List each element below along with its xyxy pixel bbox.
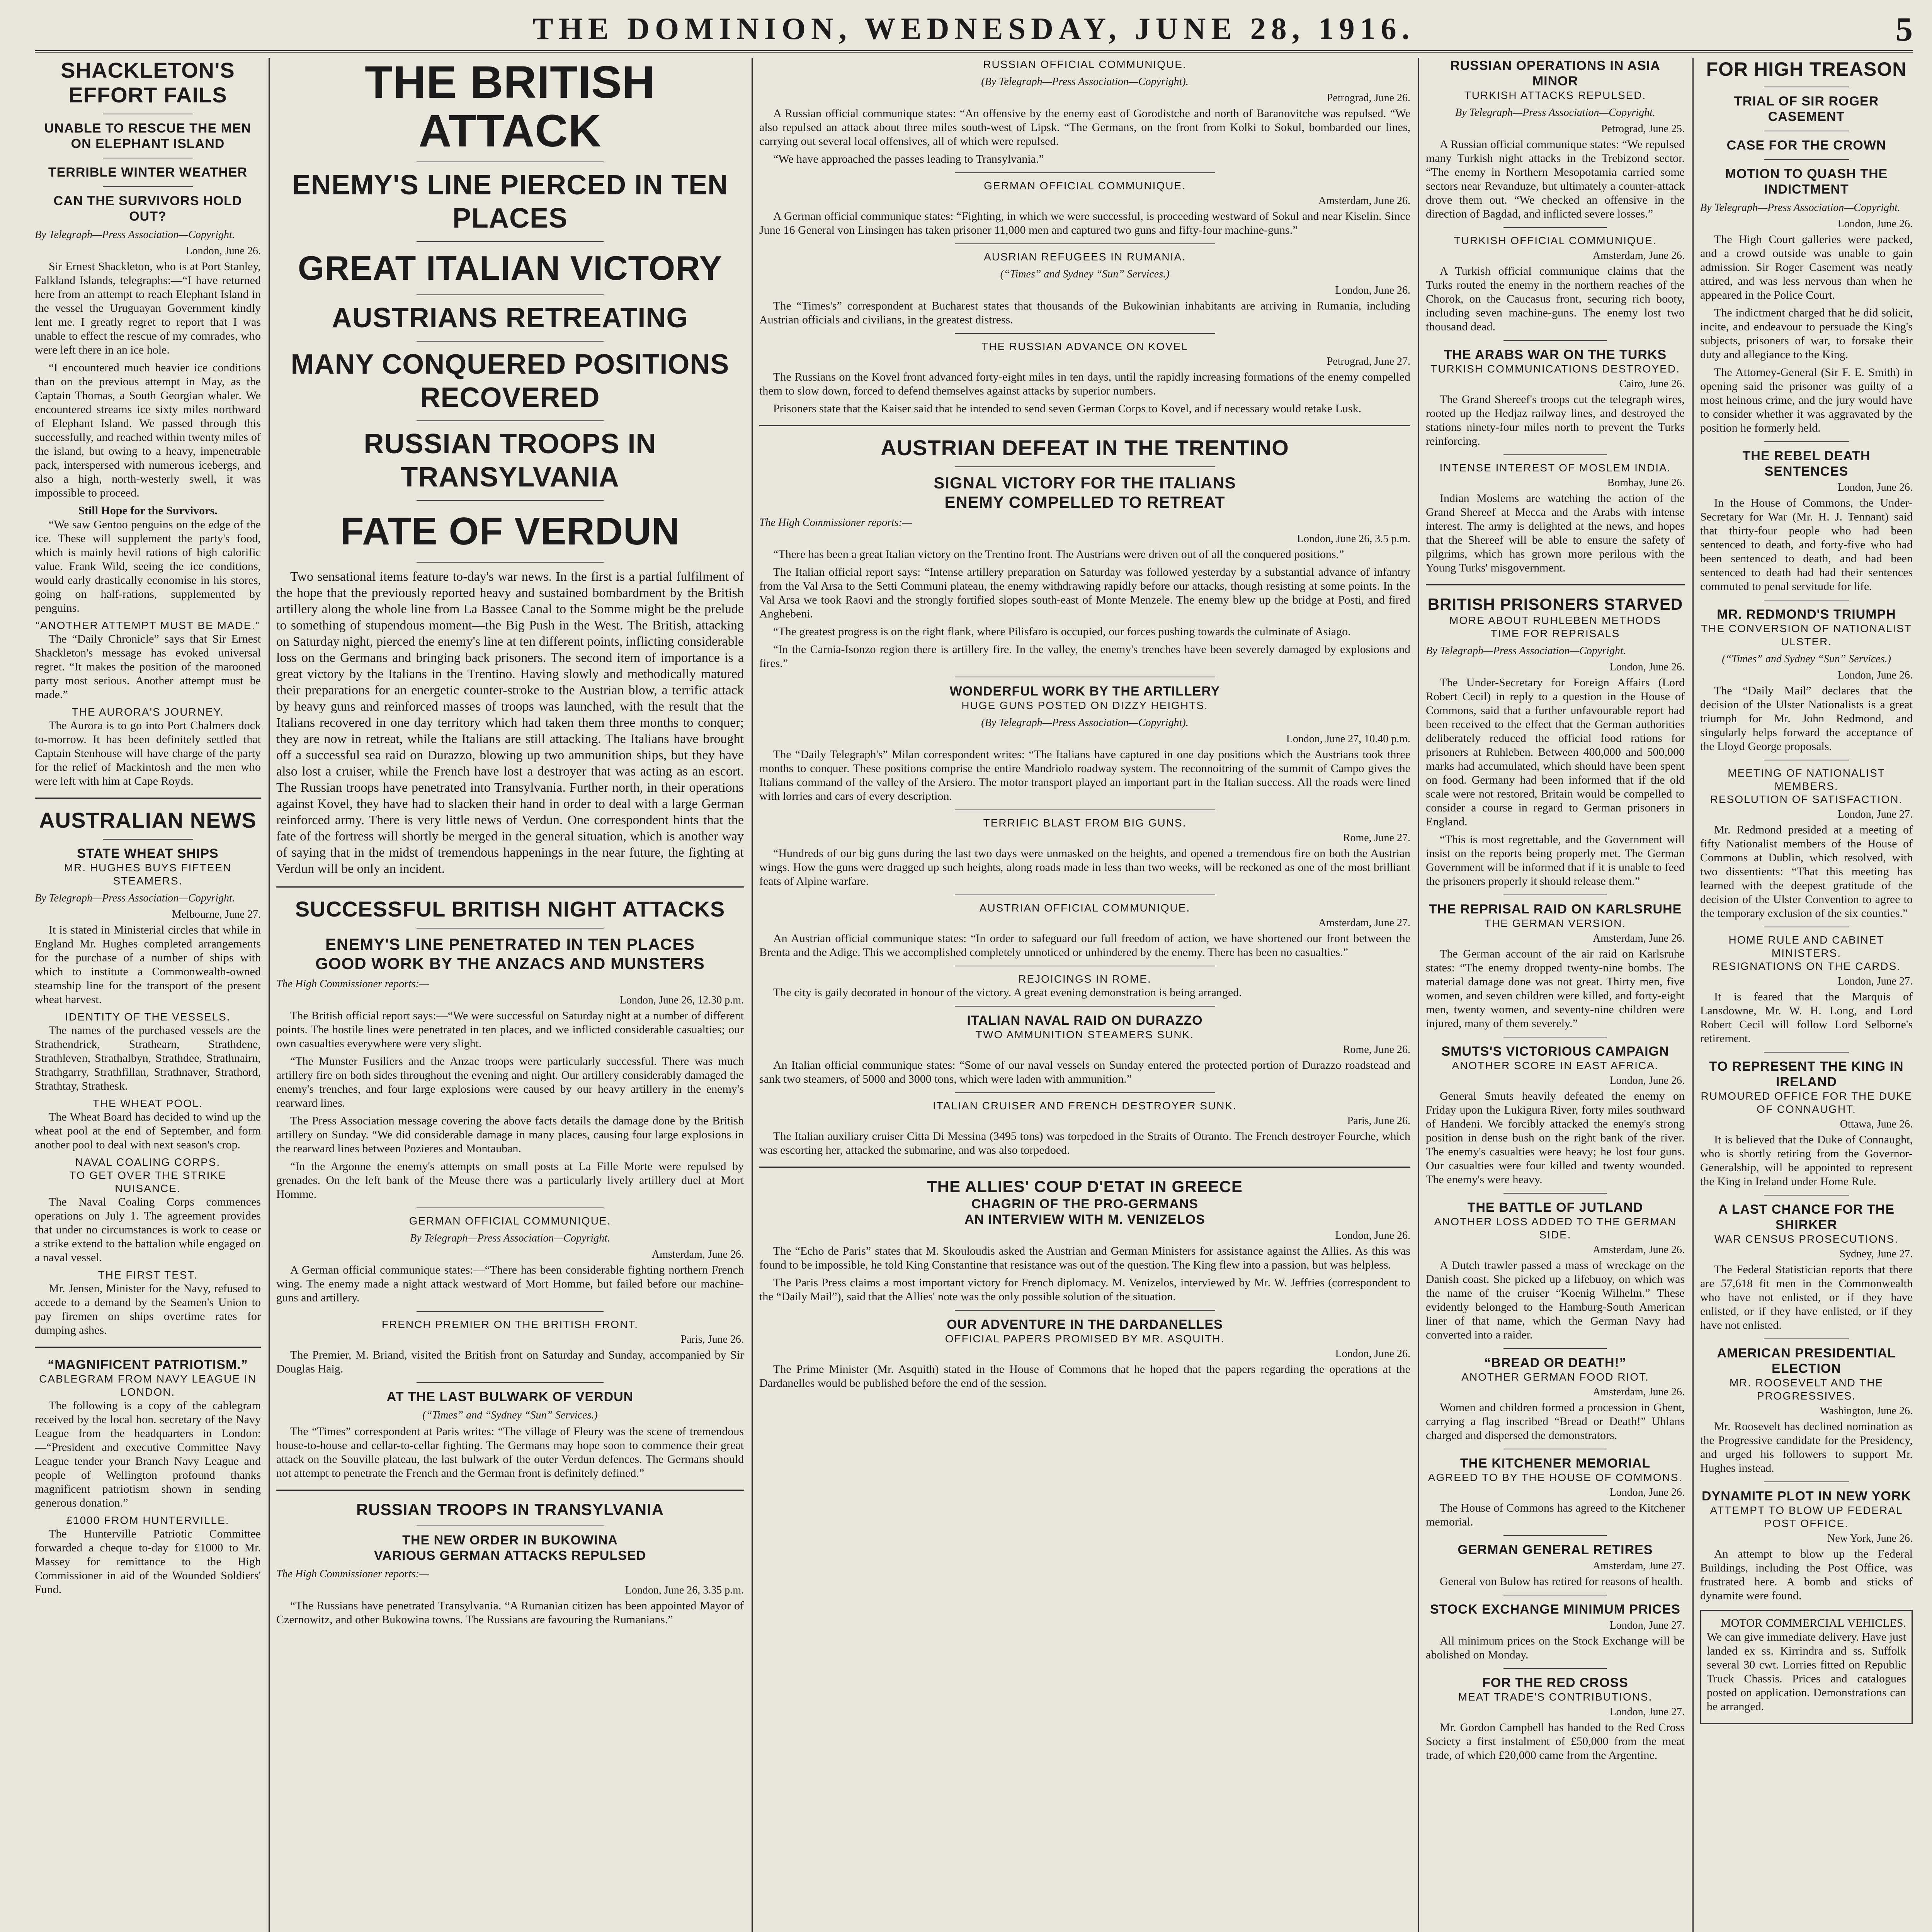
subheadline: AN INTERVIEW WITH M. VENIZELOS	[964, 1212, 1205, 1227]
subheadline: RUSSIAN TROOPS IN TRANSYLVANIA	[364, 429, 656, 493]
article-russian-communique	[759, 58, 1410, 166]
subheadline: RESIGNATIONS ON THE CARDS.	[1712, 960, 1901, 972]
headline: WONDERFUL WORK BY THE ARTILLERY	[949, 684, 1220, 699]
dateline: Washington, June 26.	[1820, 1405, 1913, 1417]
headline: GERMAN OFFICIAL COMMUNIQUE.	[984, 180, 1186, 192]
dateline: Amsterdam, June 26.	[1318, 195, 1410, 207]
paragraph: “The Munster Fusiliers and the Anzac troops were particularly successful. There was much artillery fire on both sides throughout the evening and night. Our artillery considerably damaged the enemy's trenches, and four large explosions were caused by our heavy artillery in the enemy's rearward lines.	[276, 1055, 744, 1109]
headline: INTENSE INTEREST OF MOSLEM INDIA.	[1439, 462, 1671, 474]
lead-paragraph: Two sensational items feature to-day's war news. In the first is a partial fulfilment of the hope that the previously reported heavy and sustained bombardment by the British artillery along the whole line from La Bassee Canal to the Somme might be the prelude to something of stupendous moment—the Big Push in the West. The British, attacking on Saturday night, pierced the enemy's line at ten different points, inflicting considerable loss on the Germans and bringing back prisoners. The second item of importance is a great victory by the Italians in the Trentino. Having slowly and methodically matured their preparations for an energetic counter-stroke to the Austrian blow, a terrific attack by heavy guns and reinforced masses of troops was launched, with the result that the Italians recovered in one day territory which had taken them three months to conquer; they are now in retreat, while the Italians are still attacking. The Italians have brought off a successful sea raid on Durazzo, blowing up two ammunition ships, but they have also lost a cruiser, while the French have lost a destroyer that was acting as an escort. The Russian troops have penetrated into Transylvania. Further north, in their operations against Kovel, they have had to slacken their hand in order to deal with a large German reinforced army. There is very little news of Verdun. One correspondent hints that the fate of the fortress will shortly be merged in the general situation, which is another way of saying that in the midst of tremendous happenings in the near future, the fighting at Verdun will be only an incident.	[276, 570, 744, 876]
paragraph: The High Court galleries were packed, and a crowd outside was unable to gain admission. Sir Roger Casement was neatly attired, and was less nervous than when he appeared in the Police Court.	[1700, 233, 1913, 301]
paragraph: The Aurora is to go into Port Chalmers dock to-morrow. It has been definitely settled that Captain Stenhouse will have charge of the party for the relief of Mackintosh and the men who were left with him at Cape Royds.	[35, 719, 261, 787]
headline: AUSTRIAN DEFEAT IN THE TRENTINO	[881, 435, 1289, 460]
subheadline: RESOLUTION OF SATISFACTION.	[1710, 793, 1903, 805]
article-american-election	[1700, 1345, 1913, 1475]
dateline: Petrograd, June 27.	[1327, 355, 1410, 367]
paragraph: Mr. Gordon Campbell has handed to the Red Cross Society a first instalment of £50,000 from the meat trade, of which £20,000 came from the Argentine.	[1426, 1721, 1685, 1762]
byline: By Telegraph—Press Association—Copyright.	[35, 892, 235, 904]
column-rule	[752, 58, 753, 1932]
source: The High Commissioner reports:—	[276, 978, 429, 990]
subheadline: THE AURORA'S JOURNEY.	[71, 706, 224, 718]
headline: REJOICINGS IN ROME.	[1018, 973, 1151, 985]
subheadline: GREAT ITALIAN VICTORY	[298, 249, 723, 287]
article-german-communique	[276, 1214, 744, 1305]
dateline: Petrograd, June 25.	[1601, 123, 1685, 135]
paragraph: “In the Carnia-Isonzo region there is artillery fire. In the valley, the enemy's trenches have been severely damaged by explosions and fires.”	[759, 643, 1410, 670]
headline: TERRIFIC BLAST FROM BIG GUNS.	[983, 817, 1187, 829]
headline: “MAGNIFICENT PATRIOTISM.”	[48, 1357, 248, 1372]
subheadline: CAN THE SURVIVORS HOLD OUT?	[53, 194, 242, 224]
dateline: Amsterdam, June 26.	[652, 1248, 744, 1260]
subheadline: RUMOURED OFFICE FOR THE DUKE OF CONNAUGHT.	[1701, 1090, 1912, 1115]
subheadline: MR. HUGHES BUYS FIFTEEN STEAMERS.	[64, 862, 232, 887]
article-nationalist-meeting	[1700, 767, 1913, 920]
subheadline: TERRIBLE WINTER WEATHER	[48, 165, 248, 180]
dateline: Melbourne, June 27.	[172, 908, 261, 920]
subheadline: ANOTHER GERMAN FOOD RIOT.	[1461, 1371, 1649, 1383]
paragraph: All minimum prices on the Stock Exchange will be abolished on Monday.	[1426, 1634, 1685, 1661]
dateline: London, June 26.	[1335, 1230, 1410, 1242]
advert-text: MOTOR COMMERCIAL VEHICLES. We can give immediate delivery. Have just landed ex ss. Kirrindra and ss. Suffolk several 30 cwt. Lorries fitted on Republic Truck Chassis. Prices and catalogues posted on application. Demonstrations can be arranged.	[1707, 1617, 1906, 1713]
article-high-treason	[1700, 58, 1913, 435]
column-rule	[269, 58, 270, 1932]
subheadline: IDENTITY OF THE VESSELS.	[65, 1011, 231, 1023]
paragraph: A German official communique states:—“There has been considerable fighting northern French wing. The enemy made a night attack westward of Mort Homme, but failed before our machine-guns and artillery.	[276, 1264, 744, 1304]
paragraph: A Dutch trawler passed a mass of wreckage on the Danish coast. She picked up a lifebuoy, on which was the name of the cruiser “Koenig Wilhelm.” These evidently belonged to the Hamburg-South American liner of that name, which the German Navy had converted into a raider.	[1426, 1259, 1685, 1341]
paragraph: A German official communique states: “Fighting, in which we were successful, is proceeding westward of Sokul and near Kiselin. Since June 16 General von Linsingen has taken prisoner 11,000 men and captured two guns and fifty-four machine-guns.”	[759, 210, 1410, 236]
paragraph: The “Times's” correspondent at Bucharest states that thousands of the Bukowinian inhabitants are arriving in Rumania, including Austrian officials and civilians, in the greatest distress.	[759, 299, 1410, 326]
dateline: London, June 26, 3.35 p.m.	[625, 1584, 744, 1596]
article-jutland	[1426, 1200, 1685, 1342]
subheadline: ENEMY'S LINE PIERCED IN TEN PLACES	[292, 170, 728, 234]
article-rome	[759, 973, 1410, 1000]
headline: DYNAMITE PLOT IN NEW YORK	[1702, 1489, 1911, 1503]
headline: SHACKLETON'S EFFORT FAILS	[61, 58, 235, 107]
byline: By Telegraph—Press Association—Copyright.	[1426, 645, 1626, 657]
dateline: Amsterdam, June 26.	[1593, 932, 1685, 944]
article-kovel	[759, 340, 1410, 416]
column-6	[1700, 58, 1913, 1932]
subheadline: HUGE GUNS POSTED ON DIZZY HEIGHTS.	[961, 699, 1208, 711]
dateline: Amsterdam, June 27.	[1593, 1560, 1685, 1572]
advertisement-motor-vehicles	[1700, 1610, 1913, 1724]
subheadline: NAVAL COALING CORPS.	[75, 1156, 221, 1168]
subheadline: MOTION TO QUASH THE INDICTMENT	[1725, 167, 1888, 197]
paragraph: The “Daily Mail” declares that the decision of the Ulster Nationalists is a great triumph for Mr. John Redmond, and singularly helps forward the acceptance of the Lloyd George proposals.	[1700, 684, 1913, 753]
dateline: Sydney, June 27.	[1839, 1248, 1913, 1260]
paragraph: Indian Moslems are watching the action of the Grand Shereef at Mecca and the Arabs with intense interest. The army is delighted at the news, and hopes that the Shereef will be able to ensure the safety of pilgrims, which has grown more perilous with the Young Turks' misgovernment.	[1426, 492, 1685, 574]
article-patriotism	[35, 1357, 261, 1597]
article-turkish-communique	[1426, 234, 1685, 334]
headline: FRENCH PREMIER ON THE BRITISH FRONT.	[381, 1318, 639, 1330]
dateline: London, June 26.	[1609, 661, 1685, 673]
headline: ITALIAN CRUISER AND FRENCH DESTROYER SUNK.	[933, 1100, 1237, 1112]
article-night-attacks	[276, 897, 744, 1201]
article-dynamite-plot	[1700, 1488, 1913, 1603]
subheadline: MORE ABOUT RUHLEBEN METHODS	[1449, 614, 1662, 626]
paragraph: The Wheat Board has decided to wind up the wheat pool at the end of September, and form another pool to deal with next season's crop.	[35, 1111, 261, 1151]
subheadline: AGREED TO BY THE HOUSE OF COMMONS.	[1428, 1471, 1683, 1483]
headline: THE REPRISAL RAID ON KARLSRUHE	[1429, 902, 1682, 917]
paragraph: Prisoners state that the Kaiser said that he intended to send seven German Corps to Kovel, and if necessary would retake Lusk.	[773, 402, 1362, 415]
article-austrian-communique	[759, 901, 1410, 959]
paragraph: The House of Commons has agreed to the Kitchener memorial.	[1426, 1502, 1685, 1528]
headline: SUCCESSFUL BRITISH NIGHT ATTACKS	[295, 897, 725, 921]
paragraph: It is feared that the Marquis of Lansdowne, Mr. W. H. Long, and Lord Robert Cecil will follow Lord Selborne's retirement.	[1700, 990, 1913, 1045]
subheadline: “ANOTHER ATTEMPT MUST BE MADE.”	[36, 619, 260, 631]
paragraph: A Russian official communique states: “An offensive by the enemy east of Gorodistche and north of Baranovitche was repulsed. “We also repulsed an attack about three miles south-west of Lipsk. “The Germans, on the front from Kolki to Sokul, bombarded our lines, carrying out several local offensives, all of which were repulsed.	[759, 107, 1410, 148]
dateline: Amsterdam, June 26.	[1593, 1386, 1685, 1398]
source: (“Times” and Sydney “Sun” Services.)	[1000, 268, 1170, 280]
headline: AUSTRALIAN NEWS	[39, 808, 257, 832]
article-cruiser	[759, 1099, 1410, 1157]
subheadline: GOOD WORK BY THE ANZACS AND MUNSTERS	[315, 954, 705, 973]
masthead-title: THE DOMINION, WEDNESDAY, JUNE 28, 1916.	[532, 12, 1415, 46]
subheadline: THE NEW ORDER IN BUKOWINA	[402, 1533, 618, 1548]
paragraph: The “Daily Chronicle” says that Sir Ernest Shackleton's message has evoked universal regret. “It makes the position of the marooned party most serious. Another attempt must be made.”	[35, 633, 261, 701]
paragraph: “The Russians have penetrated Transylvania. “A Rumanian citizen has been appointed Mayor of Czernowitz, and other Bukowina towns. The Russians are favouring the Rumanians.”	[276, 1599, 744, 1626]
subheadline: CABLEGRAM FROM NAVY LEAGUE IN LONDON.	[39, 1373, 257, 1398]
paragraph: An Italian official communique states: “Some of our naval vessels on Sunday entered the protected portion of Durazzo roadstead and sank two steamers, of 5000 and 3000 tons, which were laden with ammunition.”	[759, 1059, 1410, 1085]
paragraph: General von Bulow has retired for reasons of health.	[1440, 1575, 1683, 1588]
article-asia-minor	[1426, 58, 1685, 221]
subheadline: THE FIRST TEST.	[98, 1269, 198, 1281]
dateline: London, June 26, 12.30 p.m.	[619, 994, 744, 1006]
subheadline: £1000 FROM HUNTERVILLE.	[66, 1514, 230, 1526]
source: (“Times” and “Sydney “Sun” Services.)	[422, 1409, 598, 1421]
column-3	[759, 58, 1410, 1932]
article-redmond	[1700, 607, 1913, 753]
article-moslem-india	[1426, 461, 1685, 575]
article-greece	[759, 1177, 1410, 1304]
article-refugees	[759, 250, 1410, 327]
headline: BRITISH PRISONERS STARVED	[1427, 595, 1683, 613]
paragraph: The “Daily Telegraph's” Milan correspondent writes: “The Italians have captured in one day positions which the Austrians took three months to conquer. These positions comprise the entire Mandriolo roadway system. The reconnoitring of the summit of Campo gives the Italians command of the valley of the Arsiero. The motor transport played an important part in the Italian success. All the roads were lined with lorries and cars of every description.	[759, 748, 1410, 803]
headline: FOR HIGH TREASON	[1706, 58, 1907, 80]
article-french-premier	[276, 1318, 744, 1376]
headline: THE ALLIES' COUP D'ETAT IN GREECE	[927, 1177, 1243, 1196]
subheadline: ENEMY'S LINE PENETRATED IN TEN PLACES	[325, 935, 695, 953]
paragraph: In the House of Commons, the Under-Secretary for War (Mr. H. J. Tennant) said that thirty-four people who had been sentenced to death, and forty-five who had been sentenced to death, and had been sentenced to death had had their sentences commuted to penal servitude for life.	[1700, 497, 1913, 593]
article-bread-or-death	[1426, 1355, 1685, 1442]
dateline: London, June 27.	[1837, 808, 1913, 820]
headline: FOR THE RED CROSS	[1482, 1675, 1628, 1690]
article-karlsruhe	[1426, 901, 1685, 1031]
byline: (By Telegraph—Press Association—Copyright).	[981, 717, 1189, 729]
dateline: Rome, June 26.	[1343, 1044, 1410, 1056]
headline: GERMAN GENERAL RETIRES	[1458, 1543, 1653, 1557]
article-rebel-sentences	[1700, 448, 1913, 594]
paragraph: The Grand Shereef's troops cut the telegraph wires, rooted up the Hedjaz railway lines, and destroyed the stations ninety-four miles north to prevent the Turks reinforcing.	[1426, 393, 1685, 447]
masthead	[35, 8, 1913, 53]
dateline: London, June 26.	[1335, 1348, 1410, 1360]
dateline: Paris, June 26.	[680, 1333, 744, 1345]
article-terrific-blast	[759, 816, 1410, 888]
dateline: Amsterdam, June 26.	[1593, 1244, 1685, 1256]
subheadline: ATTEMPT TO BLOW UP FEDERAL POST OFFICE.	[1710, 1504, 1903, 1529]
paragraph: The Hunterville Patriotic Committee forwarded a cheque to-day for £1000 to Mr. Massey for remittance to the High Commissioner in aid of the Wounded Soldiers' Fund.	[35, 1527, 261, 1596]
paragraph: The indictment charged that he did solicit, incite, and endeavour to persuade the King's subjects, prisoners of war, to forsake their duty and allegiance to the King.	[1700, 306, 1913, 361]
paragraph: The city is gaily decorated in honour of the victory. A great evening demonstration is being arranged.	[773, 986, 1242, 999]
paragraph: The Attorney-General (Sir F. E. Smith) in opening said the prisoner was guilty of a most heinous crime, and the jury would have to consider whether it was aggravated by the position he formerly held.	[1700, 366, 1913, 434]
headline: OUR ADVENTURE IN THE DARDANELLES	[947, 1317, 1223, 1332]
paragraph: It is believed that the Duke of Connaught, who is shortly retiring from the Governor-Generalship, will be appointed to represent the King in Ireland under Home Rule.	[1700, 1133, 1913, 1188]
headline: STOCK EXCHANGE MINIMUM PRICES	[1430, 1602, 1680, 1617]
subheadline: ENEMY COMPELLED TO RETREAT	[944, 493, 1225, 511]
subheadline: ANOTHER LOSS ADDED TO THE GERMAN SIDE.	[1434, 1216, 1677, 1241]
paragraph: Mr. Jensen, Minister for the Navy, refused to accede to a demand by the Seamen's Union to pay firemen on ships overtime rates for dumping ashes.	[35, 1282, 261, 1337]
article-kitchener	[1426, 1456, 1685, 1529]
paragraph: “I encountered much heavier ice conditions than on the previous attempt in May, as the Captain Thomas, a South Georgian whaler. We encountered streams ice sixty miles northward of Elephant Island. We passed through this successfully, and reached within twenty miles of the island, but owing to a heavy, impenetrable pack, interspersed with numerous icebergs, and also a high, north-westerly swell, it was impossible to proceed.	[35, 361, 261, 499]
byline: By Telegraph—Press Association—Copyright.	[1700, 202, 1900, 214]
subheadline: TURKISH COMMUNICATIONS DESTROYED.	[1430, 363, 1680, 375]
headline: GERMAN OFFICIAL COMMUNIQUE.	[409, 1215, 611, 1227]
paragraph: The Italian auxiliary cruiser Citta Di Messina (3495 tons) was torpedoed in the Straits of Otranto. The French destroyer Fourche, which was escorting her, attacked the submarine, and was also torpedoed.	[759, 1130, 1410, 1156]
article-home-rule	[1700, 934, 1913, 1046]
paragraph: Sir Ernest Shackleton, who is at Port Stanley, Falkland Islands, telegraphs:—“I have returned here from an attempt to reach Elephant Island in the vessel the Uruguayan Government kindly lent me. I greatly regret to report that I was unable to effect the rescue of my comrades, who were left there in an ice hole.	[35, 260, 261, 356]
article-stock-exchange	[1426, 1602, 1685, 1662]
dateline: Rome, June 27.	[1343, 832, 1410, 844]
paragraph: “In the Argonne the enemy's attempts on small posts at La Fille Morte were repulsed by grenades. On the left bank of the Meuse there was a particularly lively artillery duel at Mort Homme.	[276, 1160, 744, 1201]
headline: AT THE LAST BULWARK OF VERDUN	[386, 1389, 634, 1404]
headline: TURKISH OFFICIAL COMMUNIQUE.	[1454, 235, 1657, 247]
headline: TO REPRESENT THE KING IN IRELAND	[1709, 1059, 1904, 1089]
dateline: Amsterdam, June 26.	[1593, 250, 1685, 262]
paragraph: The following is a copy of the cablegram received by the local hon. secretary of the Navy League from the headquarters in London:—“President and executive Committee Navy League tender your Branch Navy League and people of Wellington profound thanks magnificent patriotism shown in sending generous donation.”	[35, 1399, 261, 1509]
paragraph: An attempt to blow up the Federal Buildings, including the Post Office, was frustrated here. A bomb and sticks of dynamite were found.	[1700, 1548, 1913, 1602]
article-naval-raid	[759, 1013, 1410, 1086]
headline: THE REBEL DEATH SENTENCES	[1742, 449, 1871, 479]
subheadline: THE GERMAN VERSION.	[1484, 917, 1626, 929]
subheadline: WAR CENSUS PROSECUTIONS.	[1714, 1233, 1899, 1245]
paragraph: Mr. Roosevelt has declined nomination as the Progressive candidate for the Presidency, and urged his followers to support Mr. Hughes instead.	[1700, 1420, 1913, 1475]
page-number: 5	[1896, 11, 1913, 48]
dateline: London, June 26.	[1837, 218, 1913, 230]
headline: MEETING OF NATIONALIST MEMBERS.	[1728, 767, 1885, 792]
column-rule	[1692, 58, 1694, 1932]
paragraph: The “Times” correspondent at Paris writes: “The village of Fleury was the scene of tremendous house-to-house and cellar-to-cellar fighting. The Germans may hope soon to commence their great attack on the Souville plateau, the last bulwark of the outer Verdun defences. The Germans should not attempt to penetrate the French and the German front is definitely defined.”	[276, 1425, 744, 1480]
subheadline: AUSTRIANS RETREATING	[332, 303, 689, 333]
paragraph: The Paris Press claims a most important victory for French diplomacy. M. Venizelos, interviewed by Mr. W. Jeffries (correspondent to the “Daily Mail”), said that the Allies' note was the only possible solution of the situation.	[759, 1276, 1410, 1303]
paragraph: “This is most regrettable, and the Government will insist on the reports being properly met. The German Government will be informed that if it is unable to feed the prisoners properly it should release them.”	[1426, 833, 1685, 888]
paragraph: The Russians on the Kovel front advanced forty-eight miles in ten days, until the rapidly increasing formations of the enemy compelled them to slow down, forced to defend themselves against attacks by superior numbers.	[759, 371, 1410, 397]
article-shirker	[1700, 1202, 1913, 1332]
paragraph: The Prime Minister (Mr. Asquith) stated in the House of Commons that he hoped that the papers regarding the operations at the Dardanelles would be published before the end of the session.	[759, 1363, 1410, 1389]
headline: RUSSIAN OFFICIAL COMMUNIQUE.	[983, 58, 1187, 70]
subheadline: CHAGRIN OF THE PRO-GERMANS	[971, 1197, 1198, 1211]
dateline: Bombay, June 26.	[1607, 477, 1685, 489]
headline: HOME RULE AND CABINET MINISTERS.	[1728, 934, 1884, 959]
paragraph: “There has been a great Italian victory on the Trentino front. The Austrians were driven out of all the conquered positions.”	[773, 548, 1344, 561]
article-smuts	[1426, 1044, 1685, 1187]
headline: AUSRIAN REFUGEES IN RUMANIA.	[984, 251, 1186, 263]
paragraph: “We have approached the passes leading to Transylvania.”	[773, 153, 1044, 165]
dateline: Amsterdam, June 27.	[1318, 917, 1410, 929]
article-british-attack	[276, 58, 744, 877]
headline: ITALIAN NAVAL RAID ON DURAZZO	[967, 1013, 1203, 1028]
subheadline: SIGNAL VICTORY FOR THE ITALIANS	[934, 474, 1236, 492]
headline: AUSTRIAN OFFICIAL COMMUNIQUE.	[979, 902, 1190, 914]
subheadline: CASE FOR THE CROWN	[1726, 138, 1886, 153]
article-australian-news	[35, 808, 261, 1337]
source: The High Commissioner reports:—	[276, 1568, 429, 1580]
subheadline: THE WHEAT POOL.	[92, 1097, 203, 1109]
headline: MR. REDMOND'S TRIUMPH	[1717, 607, 1896, 622]
dateline: London, June 26.	[185, 245, 261, 257]
headline: RUSSIAN OPERATIONS IN ASIA MINOR	[1450, 58, 1660, 88]
dateline: London, June 27.	[1609, 1619, 1685, 1631]
subheadline: VARIOUS GERMAN ATTACKS REPULSED	[374, 1548, 646, 1563]
byline: (By Telegraph—Press Association—Copyright).	[981, 76, 1189, 88]
subheadline: OFFICIAL PAPERS PROMISED BY MR. ASQUITH.	[945, 1333, 1225, 1345]
headline: RUSSIAN TROOPS IN TRANSYLVANIA	[356, 1500, 664, 1519]
byline: By Telegraph—Press Association—Copyright.	[1455, 107, 1655, 119]
article-german-general	[1426, 1542, 1685, 1588]
byline: By Telegraph—Press Association—Copyright.	[410, 1232, 610, 1244]
paragraph: The Premier, M. Briand, visited the British front on Saturday and Sunday, accompanied by Sir Douglas Haig.	[276, 1349, 744, 1375]
headline: THE KITCHENER MEMORIAL	[1460, 1456, 1651, 1471]
subheading: Still Hope for the Survivors.	[78, 504, 218, 517]
subheadline: MANY CONQUERED POSITIONS RECOVERED	[291, 349, 730, 413]
column-2	[276, 58, 744, 1932]
paragraph: General Smuts heavily defeated the enemy on Friday upon the Lukigura River, forty miles southward of Handeni. We forcibly attacked the enemy's strong position in dense bush on the right bank of the river. The enemy's casualties were heavy; he lost four guns. Our casualties were four killed and twenty wounded. The enemy's were heavy.	[1426, 1090, 1685, 1186]
subheadline: MEAT TRADE'S CONTRIBUTIONS.	[1458, 1691, 1653, 1703]
headline: THE RUSSIAN ADVANCE ON KOVEL	[981, 340, 1188, 352]
dateline: Cairo, June 26.	[1619, 378, 1685, 390]
paragraph: “We saw Gentoo penguins on the edge of the ice. These will supplement the party's food, which is mainly hevil rations of high calorific value. Frank Wild, seeing the ice conditions, would early drastically economise in his stores, going on half-rations, supplemented by penguins.	[35, 518, 261, 614]
paragraph: “Hundreds of our big guns during the last two days were unmasked on the heights, and opened a tremendous fire on both the Austrian wings. How the guns were dragged up such heights, along roads made in less than two weeks, will be reckoned as one of the most brilliant feats of Alpine warfare.	[759, 847, 1410, 888]
paragraph: Women and children formed a procession in Ghent, carrying a flag inscribed “Bread or Death!” Uhlans charged and dispersed the demonstrators.	[1426, 1401, 1685, 1442]
dateline: London, June 27, 10.40 p.m.	[1286, 733, 1410, 745]
paragraph: It is stated in Ministerial circles that while in England Mr. Hughes completed arrangements for the purchase of a number of ships with which to institute a Commonwealth-owned steamship line for the transport of the present wheat harvest.	[35, 923, 261, 1006]
paragraph: An Austrian official communique states: “In order to safeguard our full freedom of action, we have shortened our front between the Brenta and the Adige. This we accomplished completely unnoticed or unhindered by the enemy. There has been no casualties.”	[759, 932, 1410, 959]
paragraph: A Turkish official communique claims that the Turks routed the enemy in the northern reaches of the Chorok, on the Caucasus front, securing rich booty, including seven machine-guns. The enemy lost two thousand dead.	[1426, 265, 1685, 333]
dateline: London, June 26.	[1609, 1486, 1685, 1498]
article-prisoners	[1426, 595, 1685, 888]
article-artillery	[759, 684, 1410, 803]
dateline: New York, June 26.	[1827, 1532, 1913, 1544]
article-red-cross	[1426, 1675, 1685, 1762]
article-verdun	[276, 1389, 744, 1480]
subheadline: UNABLE TO RESCUE THE MEN ON ELEPHANT ISLAND	[44, 121, 252, 151]
headline: THE ARABS WAR ON THE TURKS	[1444, 347, 1667, 362]
headline: “BREAD OR DEATH!”	[1484, 1355, 1626, 1370]
paragraph: The names of the purchased vessels are the Strathendrick, Strathearn, Strathdene, Strathleven, Strathalbyn, Strathdee, Strathnairn, Strathgarry, Strathfillan, Strathnaver, Strathord, Strathtay, Strathesk.	[35, 1024, 261, 1092]
source: (“Times” and Sydney “Sun” Services.)	[1722, 653, 1891, 665]
dateline: Petrograd, June 26.	[1327, 92, 1410, 104]
paragraph: The Naval Coaling Corps commences operations on July 1. The agreement provides that under no circumstances is work to cease or a strike extend to the battalion while engaged on a naval vessel.	[35, 1196, 261, 1264]
paragraph: The “Echo de Paris” states that M. Skouloudis asked the Austrian and German Ministers for assistance against the Allies. As this was found to be impossible, he told King Constantine that resistance was out of the question. The King flew into a passion, but was helpless.	[759, 1245, 1410, 1271]
headline: SMUTS'S VICTORIOUS CAMPAIGN	[1441, 1044, 1669, 1059]
paragraph: The Press Association message covering the above facts details the damage done by the British artillery on Sunday. “We did considerable damage in many places, causing four large explosions in the rearward lines between Pozieres and Montauban.	[276, 1114, 744, 1155]
dateline: London, June 26.	[1335, 284, 1410, 296]
dateline: London, June 26.	[1837, 669, 1913, 681]
paragraph: The Italian official report says: “Intense artillery preparation on Saturday was followed yesterday by a substantial advance of infantry from the Val Arsa to the Setti Communi plateau, the enemy withdrawing rapidly before our attacks, though resisting at some points. In the Val Arsa we took Raovi and the strongly fortified slopes south-east of Monte Menzele. The enemy blew up the bridge at Posti, and fired Anghebeni.	[759, 566, 1410, 620]
subheadline: THE CONVERSION OF NATIONALIST ULSTER.	[1701, 622, 1912, 648]
dateline: London, June 27.	[1609, 1706, 1685, 1718]
column-rule	[1418, 58, 1419, 1932]
paragraph: “The greatest progress is on the right flank, where Pilisfaro is occupied, our forces pushing towards the culminate of Asiago.	[773, 625, 1351, 638]
article-german-communique	[759, 179, 1410, 237]
article-shackleton	[35, 58, 261, 788]
dateline: Paris, June 26.	[1347, 1115, 1410, 1127]
column-4	[1426, 58, 1685, 1932]
headline: AMERICAN PRESIDENTIAL ELECTION	[1717, 1346, 1896, 1376]
subheadline: TRIAL OF SIR ROGER CASEMENT	[1734, 94, 1879, 124]
article-arabs	[1426, 347, 1685, 448]
source: The High Commissioner reports:—	[759, 517, 912, 529]
article-king-ireland	[1700, 1059, 1913, 1189]
headline: THE BATTLE OF JUTLAND	[1467, 1200, 1643, 1215]
headline: A LAST CHANCE FOR THE SHIRKER	[1718, 1202, 1895, 1232]
paragraph: The British official report says:—“We were successful on Saturday night at a number of different points. The hostile lines were penetrated in ten places, and we inflicted considerable casualties; our own casualties everywhere were very slight.	[276, 1009, 744, 1050]
byline: By Telegraph—Press Association—Copyright.	[35, 229, 235, 241]
paragraph: A Russian official communique states: “We repulsed many Turkish night attacks in the Trebizond sector. “The enemy in Northern Mesopotamia carried some sectors near Revanduze, but ultimately a counter-attack drove them out. “We checked an offensive in the direction of Bagdad, and inflicted severe losses.”	[1426, 138, 1685, 220]
subheadline: MR. ROOSEVELT AND THE PROGRESSIVES.	[1729, 1377, 1884, 1402]
subheadline: TO GET OVER THE STRIKE NUISANCE.	[69, 1169, 226, 1194]
paragraph: The German account of the air raid on Karlsruhe states: “The enemy dropped twenty-nine bombs. The material damage done was not great. Thirty men, five women, and seven children were killed, and forty-eight men, twenty women, and seventy-nine children were injured, many of them severely.”	[1426, 947, 1685, 1030]
paragraph: Mr. Redmond presided at a meeting of fifty Nationalist members of the House of Commons at Dublin, which resolved, with two dissentients: “That this meeting has learned with the deepest gratitude of the decision of the Ulster Convention to agree to the temporary exclusion of the six counties.”	[1700, 823, 1913, 920]
dateline: London, June 26, 3.5 p.m.	[1297, 533, 1410, 545]
subheadline: TURKISH ATTACKS REPULSED.	[1464, 89, 1646, 101]
article-trentino	[759, 435, 1410, 670]
paragraph: The Under-Secretary for Foreign Affairs (Lord Robert Cecil) in reply to a question in the House of Commons, said that a further unfavourable report had been received to the effect that the German authorities deliberately reduced the official food rations for prisoners at Ruhleben. Between 400,000 and 500,000 marks had accumulated, which should have been spent on food. Germany had been informed that if the old scale were not restored, Britain would be compelled to consider a course in regard to German prisoners in England.	[1426, 676, 1685, 828]
article-dardanelles	[759, 1317, 1410, 1390]
subheadline: ANOTHER SCORE IN EAST AFRICA.	[1452, 1060, 1659, 1071]
subheadline: STATE WHEAT SHIPS	[77, 846, 219, 861]
dateline: London, June 26.	[1837, 481, 1913, 493]
main-headline: THE BRITISH ATTACK	[365, 58, 655, 156]
subheadline: TIME FOR REPRISALS	[1490, 628, 1620, 639]
dateline: Ottawa, June 26.	[1840, 1118, 1913, 1130]
paragraph: The Federal Statistician reports that there are 57,618 fit men in the Commonwealth who have not enlisted, or if they have enlisted, or if they have enlisted, or if they have not enlisted.	[1700, 1263, 1913, 1332]
subheadline: TWO AMMUNITION STEAMERS SUNK.	[975, 1029, 1194, 1041]
column-1	[35, 58, 261, 1932]
subheadline: FATE OF VERDUN	[340, 510, 680, 553]
dateline: London, June 27.	[1837, 975, 1913, 987]
dateline: London, June 26.	[1609, 1075, 1685, 1087]
article-transylvania	[276, 1500, 744, 1627]
